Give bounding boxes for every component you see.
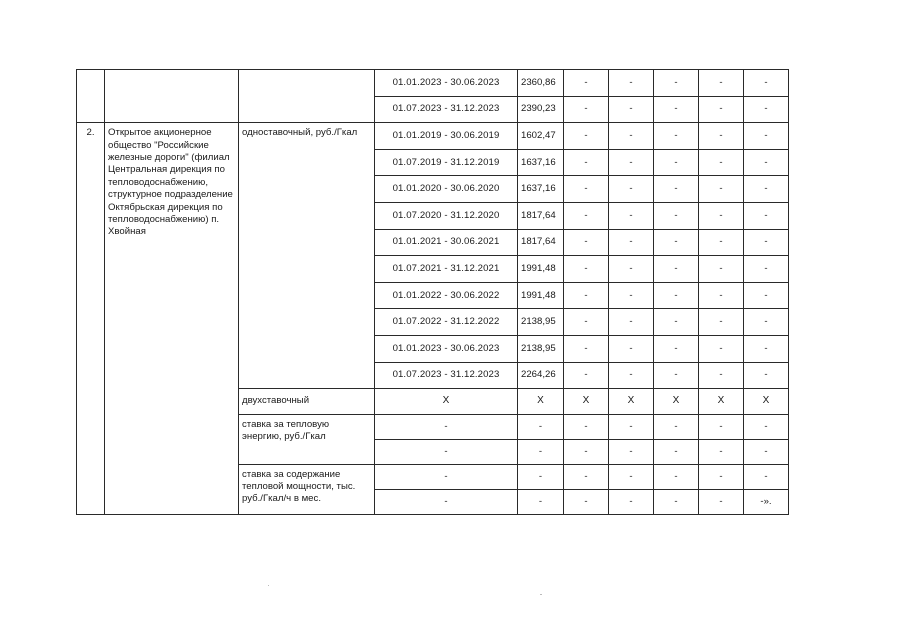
table-body	[77, 70, 789, 515]
empty-cell: -	[744, 96, 789, 123]
empty-cell: -	[654, 282, 699, 309]
empty-cell: -	[699, 335, 744, 362]
closing-mark: -».	[744, 489, 789, 514]
empty-cell: -	[564, 282, 609, 309]
period-cell: 01.01.2019 - 30.06.2019	[375, 123, 518, 150]
empty-cell: -	[609, 414, 654, 439]
empty-cell: -	[564, 464, 609, 489]
table-row	[77, 70, 789, 97]
x-cell: X	[654, 389, 699, 415]
empty-cell: -	[699, 123, 744, 150]
empty-cell: -	[609, 176, 654, 203]
tariff-value-cell: 1991,48	[518, 256, 564, 283]
empty-cell: -	[654, 96, 699, 123]
tariff-value-cell: -	[518, 439, 564, 464]
scan-speck	[540, 594, 542, 595]
tariff-value-cell: 1817,64	[518, 229, 564, 256]
empty-cell: -	[609, 229, 654, 256]
empty-cell: -	[564, 256, 609, 283]
empty-cell: -	[564, 335, 609, 362]
period-cell: -	[375, 464, 518, 489]
tariff-value-cell: 2390,23	[518, 96, 564, 123]
empty-cell: -	[699, 362, 744, 389]
empty-cell: -	[699, 149, 744, 176]
empty-cell: -	[609, 464, 654, 489]
empty-cell: -	[609, 256, 654, 283]
empty-cell: -	[654, 149, 699, 176]
period-cell: 01.01.2021 - 30.06.2021	[375, 229, 518, 256]
empty-cell: -	[609, 70, 654, 97]
empty-cell: -	[744, 202, 789, 229]
rate-type-cell-prev	[239, 70, 375, 123]
period-cell: 01.01.2023 - 30.06.2023	[375, 335, 518, 362]
period-cell: 01.07.2020 - 31.12.2020	[375, 202, 518, 229]
empty-cell: -	[699, 96, 744, 123]
empty-cell: -	[699, 439, 744, 464]
empty-cell: -	[564, 123, 609, 150]
tariff-table	[76, 69, 789, 515]
tariff-value-cell: 1602,47	[518, 123, 564, 150]
empty-cell: -	[609, 489, 654, 514]
empty-cell: -	[744, 335, 789, 362]
x-cell: X	[744, 389, 789, 415]
empty-cell: -	[609, 335, 654, 362]
empty-cell: -	[744, 362, 789, 389]
empty-cell: -	[564, 489, 609, 514]
x-cell: X	[609, 389, 654, 415]
period-cell: -	[375, 439, 518, 464]
single-rate-label: одноставочный, руб./Гкал	[239, 123, 375, 389]
empty-cell: -	[654, 229, 699, 256]
empty-cell: -	[609, 309, 654, 336]
empty-cell: -	[564, 202, 609, 229]
empty-cell: -	[654, 176, 699, 203]
empty-cell: -	[654, 439, 699, 464]
tariff-value-cell: -	[518, 489, 564, 514]
capacity-rate-label: ставка за содержание тепловой мощности, тыс. руб./Гкал/ч в мес.	[239, 464, 375, 514]
period-cell: 01.01.2022 - 30.06.2022	[375, 282, 518, 309]
empty-cell: -	[654, 362, 699, 389]
empty-cell: -	[744, 309, 789, 336]
period-cell: -	[375, 414, 518, 439]
empty-cell: -	[744, 70, 789, 97]
empty-cell: -	[699, 229, 744, 256]
empty-cell: -	[654, 256, 699, 283]
tariff-value-cell: 1637,16	[518, 176, 564, 203]
empty-cell: -	[609, 149, 654, 176]
x-cell: X	[564, 389, 609, 415]
x-cell: X	[518, 389, 564, 415]
empty-cell: -	[744, 229, 789, 256]
period-cell: 01.07.2019 - 31.12.2019	[375, 149, 518, 176]
empty-cell: -	[699, 202, 744, 229]
x-cell: X	[375, 389, 518, 415]
empty-cell: -	[744, 464, 789, 489]
empty-cell: -	[609, 362, 654, 389]
empty-cell: -	[654, 464, 699, 489]
empty-cell: -	[699, 489, 744, 514]
empty-cell: -	[744, 176, 789, 203]
org-name-cell: Открытое акционерное общество "Российские железные дороги" (филиал Центральная дирекция по тепловодоснабжению, структурное подразделение Октябрьская дирекция по тепловодоснабжению) п. Хвойная	[105, 123, 239, 514]
empty-cell: -	[609, 123, 654, 150]
empty-cell: -	[654, 335, 699, 362]
tariff-value-cell: 1991,48	[518, 282, 564, 309]
empty-cell: -	[699, 282, 744, 309]
empty-cell: -	[699, 309, 744, 336]
tariff-value-cell: 2264,26	[518, 362, 564, 389]
empty-cell: -	[564, 414, 609, 439]
period-cell: -	[375, 489, 518, 514]
empty-cell: -	[564, 309, 609, 336]
period-cell: 01.01.2020 - 30.06.2020	[375, 176, 518, 203]
org-cell-prev	[105, 70, 239, 123]
empty-cell: -	[564, 70, 609, 97]
scan-speck	[268, 585, 269, 586]
empty-cell: -	[744, 123, 789, 150]
empty-cell: -	[654, 489, 699, 514]
empty-cell: -	[699, 70, 744, 97]
empty-cell: -	[609, 282, 654, 309]
empty-cell: -	[564, 229, 609, 256]
empty-cell: -	[564, 96, 609, 123]
empty-cell: -	[699, 414, 744, 439]
empty-cell: -	[609, 202, 654, 229]
x-cell: X	[699, 389, 744, 415]
period-cell: 01.07.2023 - 31.12.2023	[375, 362, 518, 389]
empty-cell: -	[609, 439, 654, 464]
empty-cell: -	[654, 123, 699, 150]
empty-cell: -	[564, 439, 609, 464]
tariff-value-cell: 1637,16	[518, 149, 564, 176]
tariff-value-cell: 2360,86	[518, 70, 564, 97]
period-cell: 01.07.2022 - 31.12.2022	[375, 309, 518, 336]
empty-cell: -	[654, 70, 699, 97]
empty-cell: -	[654, 202, 699, 229]
tariff-value-cell: 2138,95	[518, 309, 564, 336]
empty-cell: -	[744, 256, 789, 283]
period-cell: 01.07.2021 - 31.12.2021	[375, 256, 518, 283]
empty-cell: -	[699, 464, 744, 489]
empty-cell: -	[744, 282, 789, 309]
empty-cell: -	[699, 256, 744, 283]
empty-cell: -	[744, 439, 789, 464]
tariff-value-cell: 1817,64	[518, 202, 564, 229]
empty-cell: -	[564, 176, 609, 203]
energy-rate-label: ставка за тепловую энергию, руб./Гкал	[239, 414, 375, 464]
period-cell: 01.07.2023 - 31.12.2023	[375, 96, 518, 123]
empty-cell: -	[744, 149, 789, 176]
empty-cell: -	[744, 414, 789, 439]
tariff-value-cell: 2138,95	[518, 335, 564, 362]
number-cell-prev	[77, 70, 105, 123]
two-rate-label: двухставочный	[239, 389, 375, 415]
table-row	[77, 123, 789, 150]
empty-cell: -	[654, 309, 699, 336]
tariff-value-cell: -	[518, 414, 564, 439]
empty-cell: -	[564, 362, 609, 389]
empty-cell: -	[654, 414, 699, 439]
period-cell: 01.01.2023 - 30.06.2023	[375, 70, 518, 97]
org-number-cell: 2.	[77, 123, 105, 514]
tariff-value-cell: -	[518, 464, 564, 489]
empty-cell: -	[609, 96, 654, 123]
empty-cell: -	[699, 176, 744, 203]
empty-cell: -	[564, 149, 609, 176]
